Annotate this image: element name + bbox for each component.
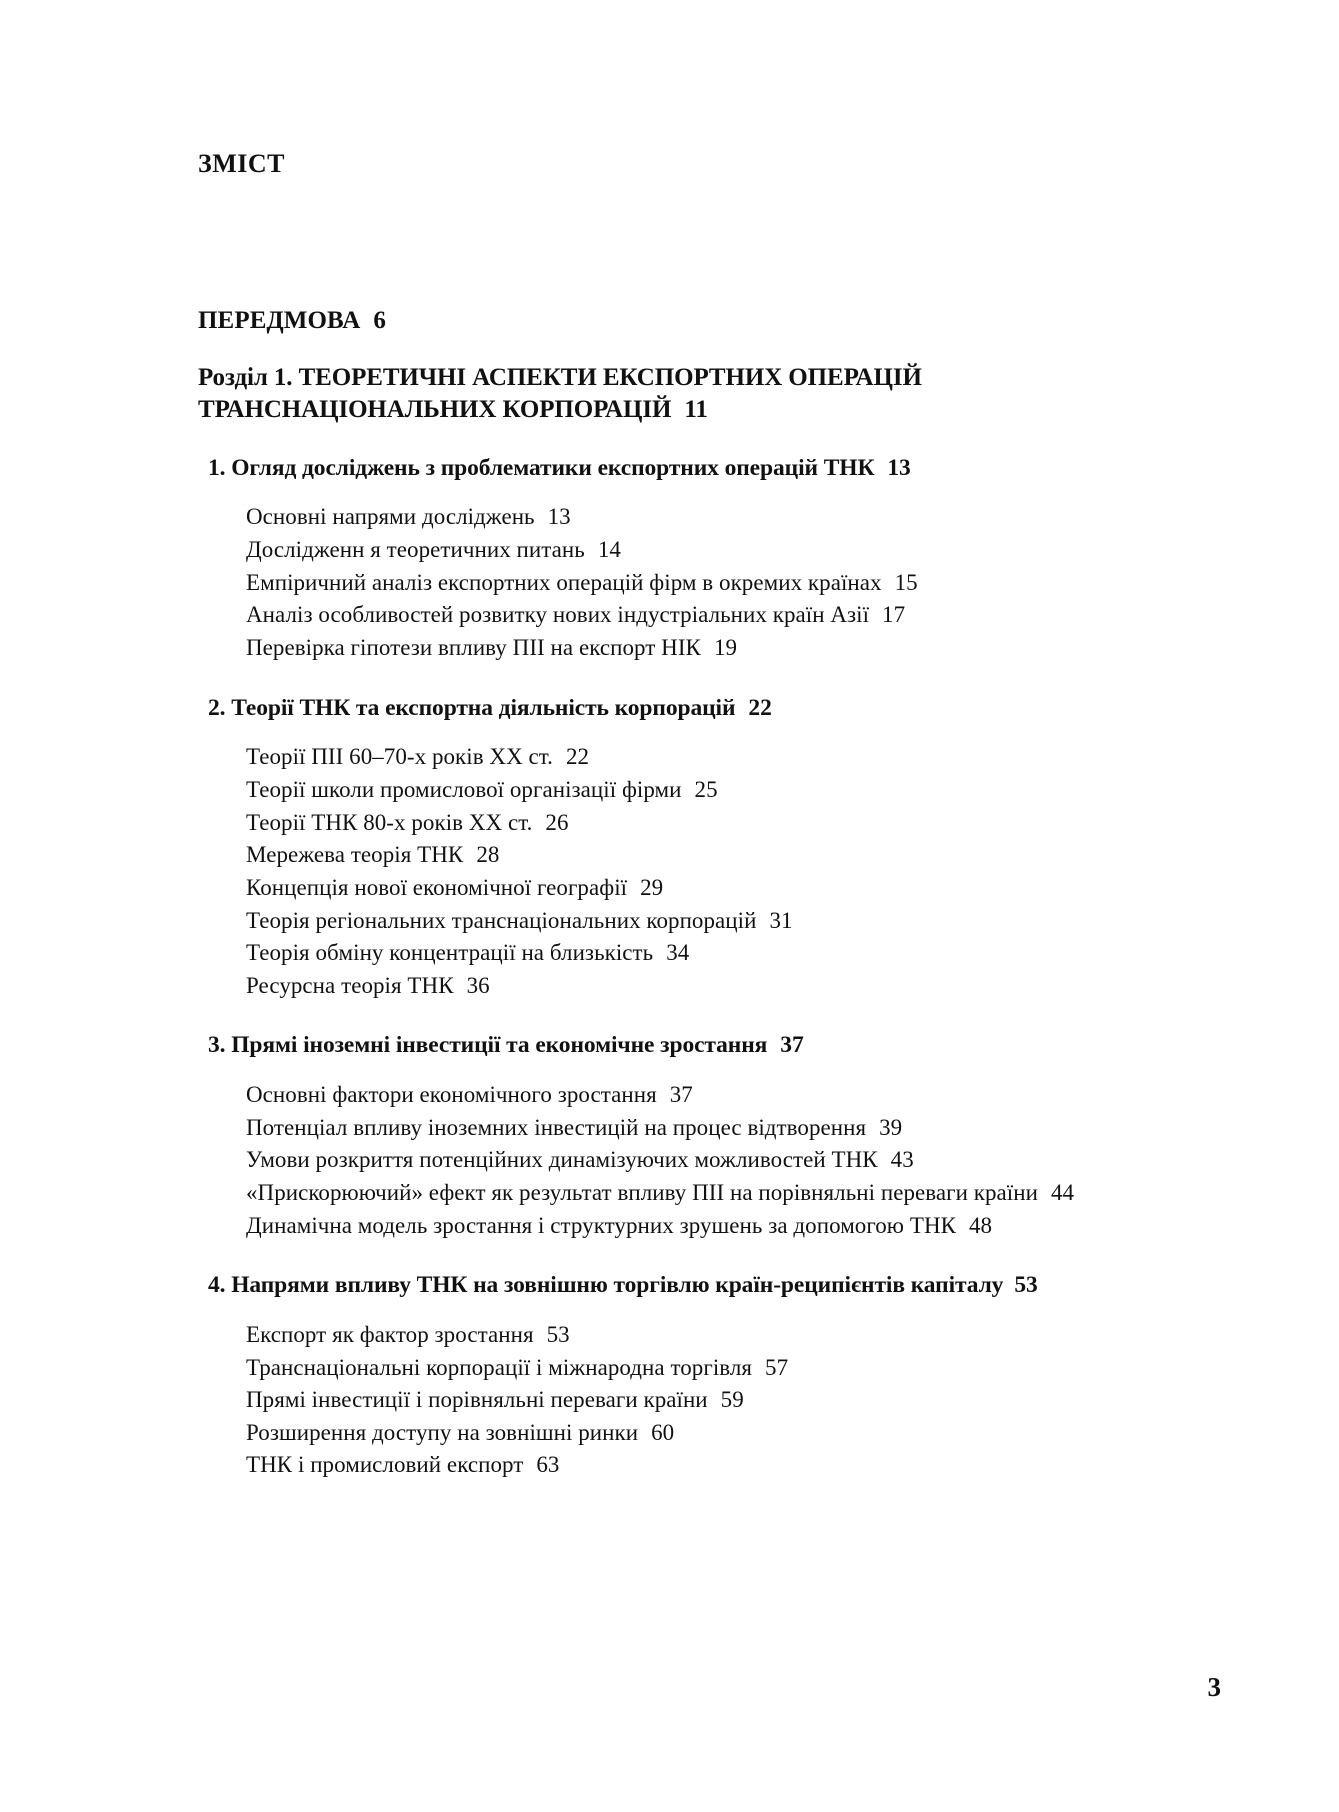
toc-front-matter-page: 6	[373, 306, 386, 334]
toc-sublist-chapter-4	[198, 1319, 1078, 1482]
toc-subitem-page: 48	[969, 1212, 993, 1238]
toc-subitem[interactable]	[246, 534, 1078, 567]
toc-subitem-label: Динамічна модель зростання і структурних зрушень за допомогою ТНК	[246, 1212, 956, 1238]
toc-subitem[interactable]	[246, 567, 1078, 600]
toc-entry-chapter-1[interactable]	[208, 453, 1078, 484]
toc-part-1-page: 11	[684, 396, 708, 424]
toc-chapter-3-page: 37	[780, 1032, 804, 1059]
toc-subitem-label: Ресурсна теорія ТНК	[246, 972, 454, 998]
toc-subitem-label: Дослідженн я теоретичних питань	[246, 537, 585, 563]
toc-subitem-page: 25	[694, 776, 718, 802]
toc-subitem-page: 36	[466, 972, 490, 998]
table-of-contents	[198, 305, 1078, 1483]
toc-chapter-1-label: 1. Огляд досліджень з проблематики експортних операцій ТНК	[208, 454, 875, 481]
toc-subitem-label: ТНК і промисловий експорт	[246, 1452, 524, 1478]
toc-sublist-chapter-3	[198, 1079, 1078, 1242]
toc-subitem[interactable]	[246, 1210, 1078, 1243]
toc-subitem-label: Потенціал впливу іноземних інвестицій на процес відтворення	[246, 1114, 867, 1140]
toc-part-1-label: Розділ 1. ТЕОРЕТИЧНІ АСПЕКТИ ЕКСПОРТНИХ ОПЕРАЦІЙ ТРАНСНАЦІОНАЛЬНИХ КОРПОРАЦІЙ	[198, 363, 922, 424]
toc-front-matter-label: ПЕРЕДМОВА	[198, 306, 361, 334]
toc-subitem-page: 59	[720, 1387, 744, 1413]
toc-subitem-label: Теорії ПІІ 60–70-х років ХХ ст.	[246, 744, 553, 770]
toc-chapter-4-label: 4. Напрями впливу ТНК на зовнішню торгівлю країн-реципієнтів капіталу	[208, 1272, 1004, 1299]
toc-subitem-label: Теорія регіональних транснаціональних корпорацій	[246, 907, 757, 933]
toc-sublist-chapter-1	[198, 501, 1078, 664]
toc-subitem-label: Розширення доступу на зовнішні ринки	[246, 1419, 639, 1445]
toc-subitem-page: 26	[545, 809, 569, 835]
toc-subitem-page: 57	[765, 1354, 789, 1380]
toc-subitem-label: Експорт як фактор зростання	[246, 1321, 534, 1347]
toc-chapter-1-page: 13	[887, 454, 911, 481]
toc-subitem[interactable]	[246, 1144, 1078, 1177]
toc-subitem-page: 17	[882, 602, 906, 628]
page-content	[198, 150, 1078, 1510]
toc-entry-part-1[interactable]	[198, 362, 1078, 427]
toc-chapter-3-label: 3. Прямі іноземні інвестиції та економічне зростання	[208, 1032, 768, 1059]
toc-chapter-2-page: 22	[748, 694, 772, 721]
toc-subitem-label: Умови розкриття потенційних динамізуючих можливостей ТНК	[246, 1147, 878, 1173]
toc-entry-chapter-3[interactable]	[208, 1030, 1078, 1061]
toc-entry-chapter-2[interactable]	[208, 693, 1078, 724]
toc-subitem[interactable]	[246, 1319, 1078, 1352]
toc-subitem[interactable]	[246, 1177, 1078, 1210]
toc-subitem-label: Мережева теорія ТНК	[246, 842, 464, 868]
toc-subitem[interactable]	[246, 1449, 1078, 1482]
toc-sublist-chapter-2	[198, 741, 1078, 1002]
toc-subitem-page: 22	[565, 744, 590, 770]
toc-subitem[interactable]	[246, 632, 1078, 665]
toc-chapter-4-page: 53	[1014, 1272, 1038, 1299]
toc-subitem[interactable]	[246, 1112, 1078, 1145]
toc-subitem-label: «Прискорюючий» ефект як результат впливу ПІІ на порівняльні переваги країни	[246, 1179, 1038, 1205]
toc-subitem-page: 43	[890, 1147, 914, 1173]
toc-subitem-label: Основні фактори економічного зростання	[246, 1082, 657, 1108]
toc-subitem-label: Перевірка гіпотези впливу ПІІ на експорт НІК	[246, 635, 701, 661]
toc-subitem[interactable]	[246, 1384, 1078, 1417]
toc-subitem-label: Теорія обміну концентрації на близькість	[246, 940, 654, 966]
toc-subitem-label: Транснаціональні корпорації і міжнародна торгівля	[246, 1354, 753, 1380]
toc-chapter-2-label: 2. Теорії ТНК та експортна діяльність корпорацій	[208, 694, 736, 721]
toc-subitem-page: 29	[640, 874, 664, 900]
toc-subitem-page: 34	[666, 940, 690, 966]
toc-subitem[interactable]	[246, 1352, 1078, 1385]
toc-subitem-label: Основні напрями досліджень	[246, 504, 535, 530]
toc-subitem-label: Аналіз особливостей розвитку нових індустріальних країн Азії	[246, 602, 870, 628]
toc-subitem[interactable]	[246, 1417, 1078, 1450]
toc-entry-front-matter[interactable]	[198, 305, 1078, 336]
toc-subitem-label: Теорії школи промислової організації фірми	[246, 776, 682, 802]
toc-subitem-page: 15	[894, 569, 918, 595]
toc-subitem[interactable]	[246, 741, 1078, 774]
toc-subitem[interactable]	[246, 872, 1078, 905]
toc-subitem[interactable]	[246, 807, 1078, 840]
toc-subitem-page: 13	[547, 504, 571, 530]
page-title: ЗМІСТ	[198, 149, 285, 178]
toc-subitem-label: Емпіричний аналіз експортних операцій фірм в окремих країнах	[246, 569, 882, 595]
toc-subitem[interactable]	[246, 774, 1078, 807]
toc-subitem-label: Теорії ТНК 80-х років ХХ ст.	[246, 809, 533, 835]
toc-subitem[interactable]	[246, 905, 1078, 938]
toc-subitem[interactable]	[246, 839, 1078, 872]
toc-subitem-page: 39	[879, 1114, 903, 1140]
toc-subitem-page: 14	[597, 537, 621, 563]
toc-subitem[interactable]	[246, 937, 1078, 970]
toc-subitem-page: 60	[651, 1419, 675, 1445]
toc-subitem-page: 53	[546, 1321, 570, 1347]
toc-subitem-page: 31	[769, 907, 793, 933]
toc-subitem-label: Концепція нової економічної географії	[246, 874, 628, 900]
toc-subitem-page: 28	[476, 842, 500, 868]
toc-subitem[interactable]	[246, 1079, 1078, 1112]
toc-entry-chapter-4[interactable]	[208, 1270, 1078, 1301]
toc-subitem-label: Прямі інвестиції і порівняльні переваги країни	[246, 1387, 708, 1413]
page-folio-number: 3	[1207, 1672, 1221, 1702]
toc-subitem-page: 19	[713, 635, 738, 661]
toc-subitem[interactable]	[246, 599, 1078, 632]
toc-subitem-page: 63	[536, 1452, 560, 1478]
toc-subitem[interactable]	[246, 501, 1078, 534]
toc-subitem-page: 37	[669, 1082, 693, 1108]
toc-subitem-page: 44	[1050, 1179, 1075, 1205]
toc-subitem[interactable]	[246, 970, 1078, 1003]
